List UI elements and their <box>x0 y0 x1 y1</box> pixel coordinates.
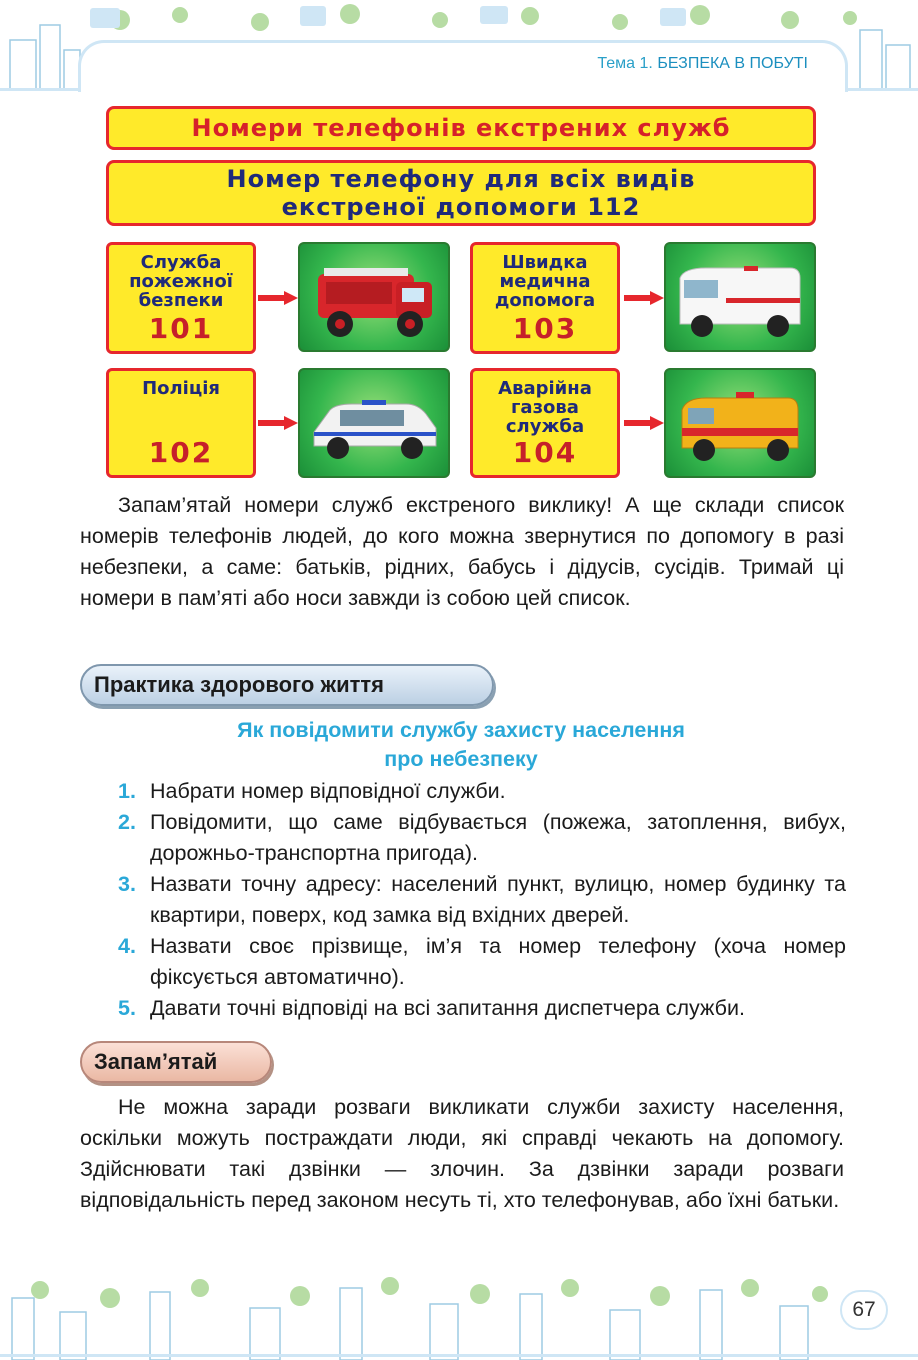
step-number: 1. <box>118 779 136 803</box>
running-header <box>597 55 808 73</box>
arrow-right-icon <box>258 291 298 305</box>
topic-title: БЕЗПЕКА В ПОБУТІ <box>657 55 808 72</box>
service-number: 103 <box>512 312 578 345</box>
service-name: Аварійна газова служба <box>498 378 592 437</box>
intro-text: Запам’ятай номери служб екстреного виклику! А ще склади список номерів телефонів людей, до кого можна звернутися по допомогу в разі небезпеки, а саме: батьків, рідних, бабусь і дідусів, сусідів. Тримай ці номери в пам’яті або носи завжди із собою цей список. <box>80 493 844 610</box>
step-text: Давати точні відповіді на всі запитання диспетчера служби. <box>150 996 745 1020</box>
gas-service-van-icon <box>666 370 814 476</box>
list-item <box>118 807 846 869</box>
service-card-police <box>106 368 256 478</box>
step-text: Назвати точну адресу: населений пункт, вулицю, номер будинку та квартири, поверх, код замка від вхідних дверей. <box>150 872 846 927</box>
remember-label-text: Запам’ятай <box>94 1049 218 1074</box>
list-item <box>118 869 846 931</box>
practice-label <box>80 664 494 706</box>
intro-paragraph <box>80 490 844 614</box>
service-number: 104 <box>512 436 578 469</box>
police-car-icon <box>300 370 448 476</box>
list-item <box>118 993 846 1024</box>
step-number: 3. <box>118 872 136 896</box>
page-number: 67 <box>840 1290 888 1330</box>
arrow-right-icon <box>624 291 664 305</box>
gas-service-tile <box>664 368 816 478</box>
service-number: 101 <box>148 312 214 345</box>
arrow-right-icon <box>624 416 664 430</box>
remember-paragraph <box>80 1092 844 1216</box>
emergency-numbers-poster <box>98 100 826 484</box>
remember-text: Не можна заради розваги викликати служби захисту населення, оскільки можуть постраждати люди, які справді чекають на допомогу. Здійснювати такі дзвінки — злочин. За дзвінки заради розваги відповідальність перед законом несуть ті, хто телефонував, або їхні батьки. <box>80 1095 844 1212</box>
service-card-ambulance <box>470 242 620 354</box>
service-name: Швидка медична допомога <box>494 252 596 311</box>
ambulance-icon <box>666 244 814 350</box>
step-text: Набрати номер відповідної служби. <box>150 779 506 803</box>
step-text: Повідомити, що саме відбувається (пожежа, затоплення, вибух, дорожньо-транспортна пригода). <box>150 810 846 865</box>
step-text: Назвати своє прізвище, ім’я та номер телефону (хоча номер фіксується автоматично). <box>150 934 846 989</box>
remember-label <box>80 1041 272 1083</box>
common-number-text: Номер телефону для всіх видів екстреної допомоги 112 <box>226 165 696 221</box>
list-item <box>118 776 846 807</box>
common-number-banner <box>106 160 816 226</box>
fire-truck-icon <box>300 244 448 350</box>
practice-heading-line2: про небезпеку <box>384 747 538 771</box>
step-number: 4. <box>118 934 136 958</box>
list-item <box>118 931 846 993</box>
steps-list <box>118 776 846 1024</box>
arrow-right-icon <box>258 416 298 430</box>
fire-truck-tile <box>298 242 450 352</box>
ambulance-tile <box>664 242 816 352</box>
practice-heading-line1: Як повідомити службу захисту населення <box>237 718 685 742</box>
step-number: 5. <box>118 996 136 1020</box>
service-name: Поліція <box>142 378 220 399</box>
topic-prefix: Тема 1. <box>597 55 653 72</box>
practice-label-text: Практика здорового життя <box>94 672 384 697</box>
poster-title: Номери телефонів екстрених служб <box>106 106 816 150</box>
step-number: 2. <box>118 810 136 834</box>
service-card-gas <box>470 368 620 478</box>
service-number: 102 <box>148 436 214 469</box>
service-name: Служба пожежної безпеки <box>129 252 233 311</box>
police-car-tile <box>298 368 450 478</box>
service-card-fire <box>106 242 256 354</box>
city-border-bottom <box>0 1268 918 1360</box>
